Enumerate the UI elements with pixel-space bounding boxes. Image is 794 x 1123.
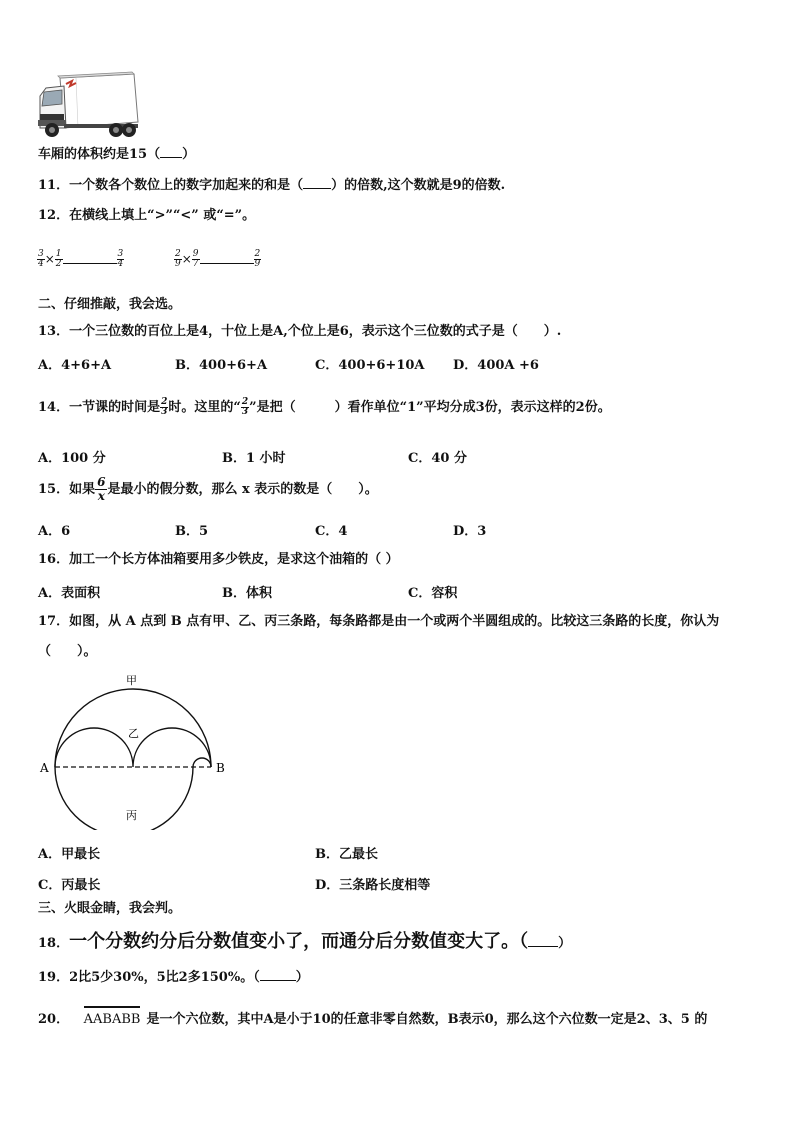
q17-option-a[interactable]: A．甲最长 — [38, 847, 101, 862]
q12-blank-2[interactable] — [200, 263, 254, 264]
q13-option-d[interactable]: D．400A +6 — [453, 358, 539, 373]
q12-expression-1: $\frac{3}{4}$ × $\frac{1}{2}$ $\frac{3}{4}$ — [38, 249, 124, 269]
q15-option-a[interactable]: A．6 — [38, 524, 71, 539]
q12-blank-1[interactable] — [63, 263, 117, 264]
q15-text: 15．如果 $\frac{6}{x}$是最小的假分数，那么 x 表示的数是（ ）。 — [38, 475, 378, 503]
q17-option-b[interactable]: B．乙最长 — [315, 847, 378, 862]
q14-option-b[interactable]: B．1 小时 — [222, 451, 286, 466]
q18-text: 18．一个分数约分后分数值变小了，而通分后分数值变大了。（ ） — [38, 931, 572, 952]
label-a: A — [40, 761, 49, 775]
q14-option-a[interactable]: A．100 分 — [38, 451, 106, 466]
q17-option-d[interactable]: D．三条路长度相等 — [315, 878, 431, 893]
q13-option-a[interactable]: A．4+6+A — [38, 358, 112, 373]
q13-option-b[interactable]: B．400+6+A — [175, 358, 268, 373]
truck-image — [36, 70, 142, 140]
q16-text: 16．加工一个长方体油箱要用多少铁皮，是求这个油箱的（ ） — [38, 552, 399, 567]
q12-expression-2: $\frac{2}{9}$ × $\frac{9}{7}$ $\frac{2}{9}$ — [175, 249, 261, 269]
section-2-heading: 二、仔细推敲，我会选。 — [38, 297, 182, 312]
q11-text: 11．一个数各个数位上的数字加起来的和是（ ）的倍数,这个数就是9的倍数. — [38, 178, 506, 193]
q13-option-c[interactable]: C．400+6+10A — [315, 358, 425, 373]
q17-text-line2: （ ）。 — [38, 644, 97, 659]
q17-option-c[interactable]: C．丙最长 — [38, 878, 101, 893]
q17-text-line1: 17．如图，从 A 点到 B 点有甲、乙、丙三条路，每条路都是由一个或两个半圆组成的。比较这三条路的长度，你认为 — [38, 614, 720, 629]
q16-option-b[interactable]: B．体积 — [222, 586, 272, 601]
q10-text: 车厢的体积约是15（ ） — [38, 147, 196, 162]
section-3-heading: 三、火眼金睛，我会判。 — [38, 901, 182, 916]
q20-overline-number: AABABB — [84, 1006, 141, 1029]
q20-text: 20． AABABB 是一个六位数，其中A是小于10的任意非零自然数，B表示0，那么这个六位数一定是2、3、5 的 — [38, 1006, 707, 1029]
q10-blank[interactable] — [160, 157, 182, 158]
label-b: B — [216, 761, 225, 775]
q11-blank[interactable] — [303, 188, 331, 189]
q14-option-c[interactable]: C．40 分 — [408, 451, 467, 466]
q19-text: 19．2比5少30%，5比2多150%。（ ） — [38, 970, 309, 985]
label-jia: 甲 — [126, 674, 137, 687]
q15-option-b[interactable]: B．5 — [175, 524, 209, 539]
q16-option-a[interactable]: A．表面积 — [38, 586, 101, 601]
label-yi: 乙 — [128, 727, 139, 740]
q15-option-c[interactable]: C．4 — [315, 524, 348, 539]
q12-text: 12．在横线上填上“>”“<” 或“=”。 — [38, 208, 256, 223]
label-bing: 丙 — [126, 809, 137, 822]
q16-option-c[interactable]: C．容积 — [408, 586, 458, 601]
q19-blank[interactable] — [260, 980, 296, 981]
q17-semicircle-figure — [36, 668, 236, 830]
q18-blank[interactable] — [528, 946, 558, 947]
q15-option-d[interactable]: D．3 — [453, 524, 487, 539]
q14-text: 14．一节课的时间是 $\frac{2}{3}$ 时。这里的“ $\frac{2}{3}$ ”是把（ ）看作单位“1”平均分成3份，表示这样的2份。 — [38, 397, 611, 417]
q13-text: 13．一个三位数的百位上是4，十位上是A,个位上是6，表示这个三位数的式子是（ ）. — [38, 324, 562, 339]
